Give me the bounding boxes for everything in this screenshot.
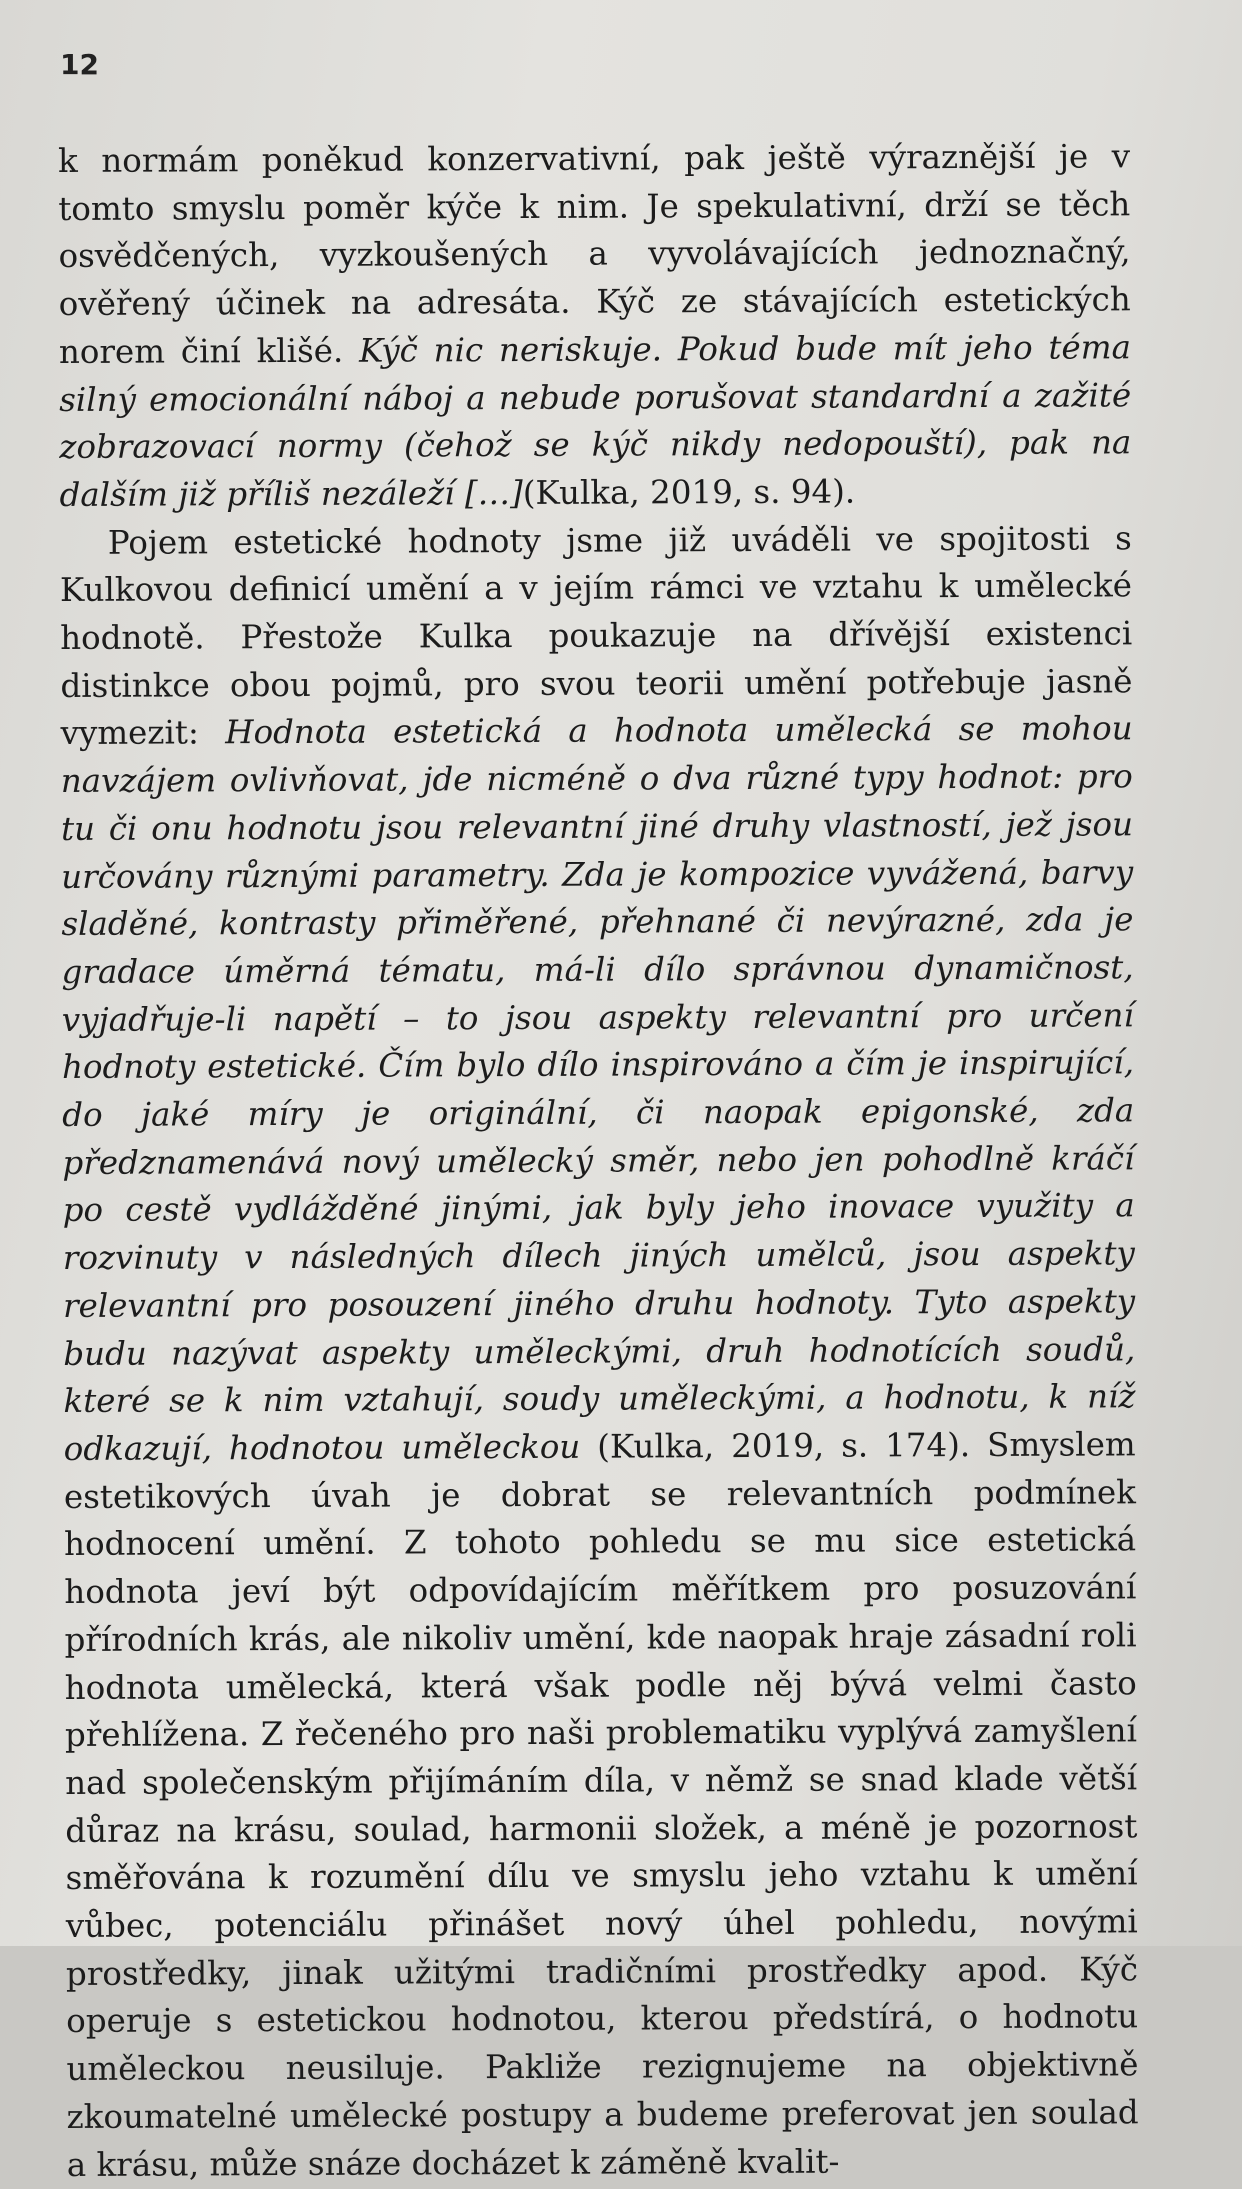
text-span: Pojem estetické hodnoty jsme již uváděli ve spojitosti s Kulkovou definicí umění a v jejím rámci ve vztahu k umělecké hodnotě. Přestože Kulka poukazuje na dřívější existenci distinkce obou pojmů, pro svou teorii umění potřebuje jasně vymezit: [59,518,1133,753]
citation: (Kulka, 2019, s. 94). [522,472,856,512]
paragraph-2 [60,515,1139,2189]
paragraph-1 [58,133,1132,519]
page-number: 12 [60,48,99,81]
text-span: (Kulka, 2019, s. 174). Smyslem estetikových úvah je dobrat se relevantních podmínek hodnocení umění. Z tohoto pohledu se mu sice estetická hodnota jeví být odpovídajícím měřítkem pro posuzování přírodních krás, ale nikoliv umění, kde naopak hraje zásadní roli hodnota umělecká, která však podle něj bývá velmi často přehlížena. Z řečeného pro naši problematiku vyplývá zamyšlení nad společenským přijímáním díla, v němž se snad klade větší důraz na krásu, soulad, harmonii složek, a méně je pozornost směřována k rozumění dílu ve smyslu jeho vztahu k umění vůbec, potenciálu přinášet nový úhel pohledu, novými prostředky, jinak užitými tradičními prostředky apod. Kýč operuje s estetickou hodnotou, kterou předstírá, o hodnotu uměleckou neusiluje. Pakliže rezignujeme na objektivně zkoumatelné umělecké postupy a budeme preferovat jen soulad a krásu, může snáze docházet k záměně kvalit- [63,1425,1139,2184]
italic-quote: Kýč nic neriskuje. Pokud bude mít jeho téma silný emocionální náboj a nebude porušovat standardní a zažité zobrazovací normy (čehož se kýč nikdy nedopouští), pak na dalším již příliš nezáleží […] [59,328,1132,514]
italic-quote: Hodnota estetická a hodnota umělecká se mohou navzájem ovlivňovat, jde nicméně o dva různé typy hodnot: pro tu či onu hodnotu jsou relevantní jiné druhy vlastností, jež jsou určovány různými parametry. Zda je kompozice vyvážená, barvy sladěné, kontrasty přiměřené, přehnané či nevýrazné, zda je gradace úměrná tématu, má-li dílo správnou dynamičnost, vyjadřuje-li napětí – to jsou aspekty relevantní pro určení hodnoty estetické. Čím bylo dílo inspirováno a čím je inspirující, do jaké míry je originální, či naopak epigonské, zda předznamenává nový umělecký směr, nebo jen pohodlně kráčí po cestě vydlážděné jinými, jak byly jeho inovace využity a rozvinuty v následných dílech jiných umělců, jsou aspekty relevantní pro posouzení jiného druhu hodnoty. Tyto aspekty budu nazývat aspekty uměleckými, druh hodnotících soudů, které se k nim vztahují, soudy uměleckými, a hodnotu, k níž odkazují, hodnotou uměleckou [60,709,1136,1468]
body-text [58,133,1139,2189]
text-span: k normám poněkud konzervativní, pak ještě výraznější je v tomto smyslu poměr kýče k nim. Je spekulativní, drží se těch osvědčených, vyzkoušených a vyvolávajících jednoznačný, ověřený účinek na adresáta. Kýč ze stávajících estetických norem činí klišé. [58,137,1131,371]
